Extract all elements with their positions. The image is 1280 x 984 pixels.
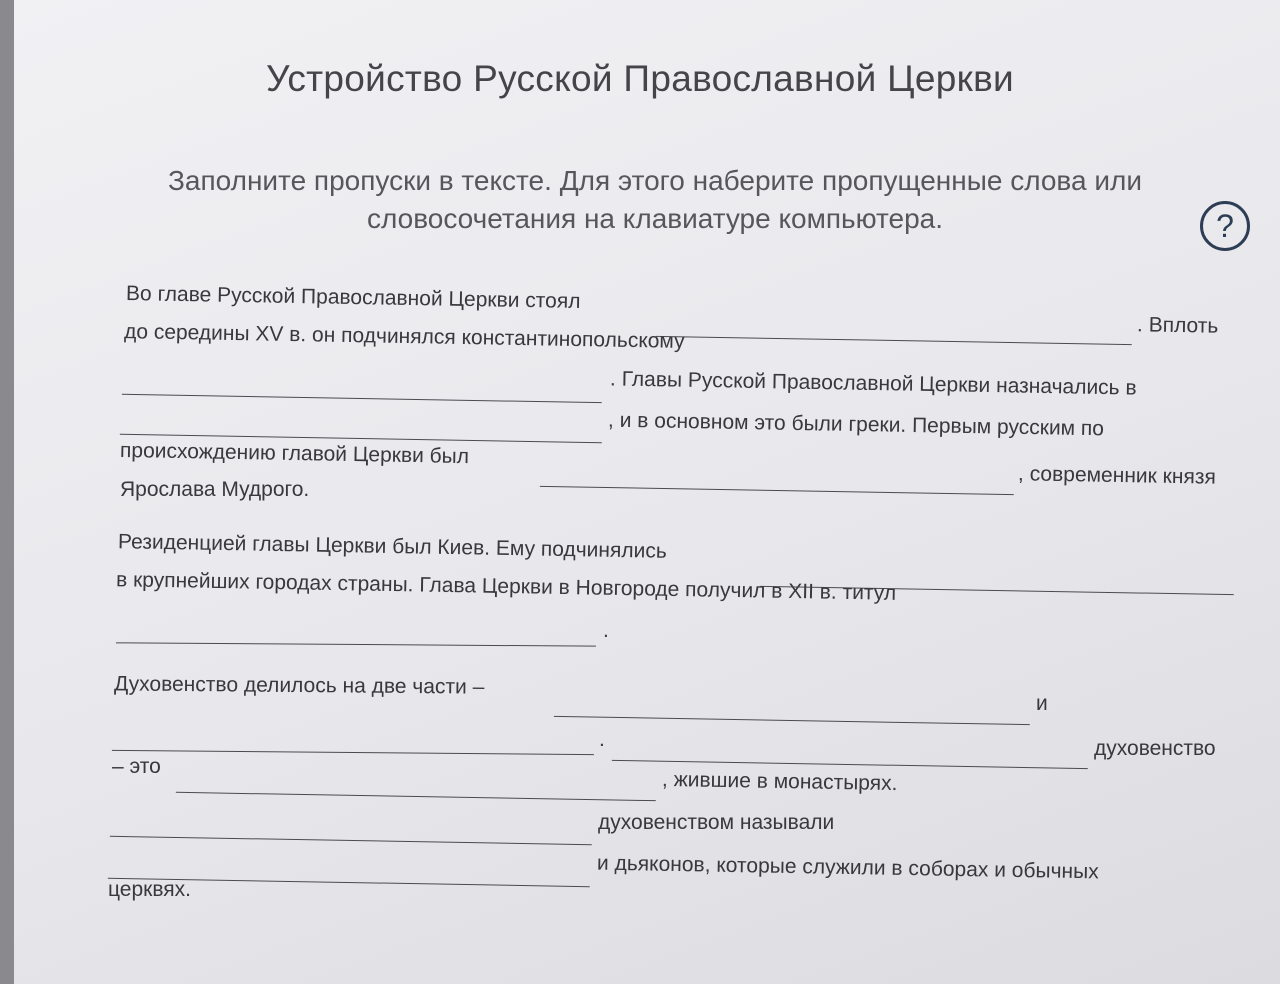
instructions-text: Заполните пропуски в тексте. Для этого наберите пропущенные слова или словосочетания на клавиатуре компьютера.: [168, 165, 1142, 234]
blank-8-input[interactable]: [112, 728, 594, 755]
p2-text-3: .: [603, 619, 609, 642]
p1-text-6: происхождению главой Церкви был: [119, 438, 470, 469]
p1-text-1: Во главе Русской Православной Церкви стоял: [125, 282, 581, 313]
p3-text-8: и дьяконов, которые служили в соборах и обычных: [596, 851, 1099, 884]
p3-text-4: духовенство: [1094, 737, 1216, 760]
blank-6-input[interactable]: [116, 620, 596, 646]
p1-text-8: Ярослава Мудрого.: [120, 478, 310, 501]
p2-text-1: Резиденцией главы Церкви был Киев. Ему подчинялись: [117, 530, 667, 563]
help-icon[interactable]: ?: [1200, 201, 1250, 251]
p3-text-2: и: [1036, 692, 1048, 715]
page-title: Устройство Русской Православной Церкви: [265, 58, 1015, 99]
p1-text-5: , и в основном это были греки. Первым русским по: [607, 408, 1105, 441]
p3-text-1: Духовенство делилось на две части –: [113, 672, 485, 699]
p1-text-4: . Главы Русской Православной Церкви назначались в: [609, 367, 1137, 400]
p1-text-7: , современник князя: [1017, 462, 1217, 489]
device-bezel: [0, 0, 14, 984]
p3-text-5: – это: [112, 755, 161, 778]
p1-text-3: до середины XV в. он подчинялся константинопольскому: [123, 320, 685, 353]
p2-text-2: в крупнейших городах страны. Глава Церкви в Новгороде получил в XII в. титул: [115, 568, 897, 605]
p3-text-6: , жившие в монастырях.: [661, 767, 898, 796]
p3-text-9: церквях.: [108, 878, 191, 901]
p3-text-3: .: [599, 728, 605, 751]
p1-text-2: . Вплоть: [1136, 313, 1219, 338]
p3-text-7: духовенством называли: [598, 811, 835, 834]
